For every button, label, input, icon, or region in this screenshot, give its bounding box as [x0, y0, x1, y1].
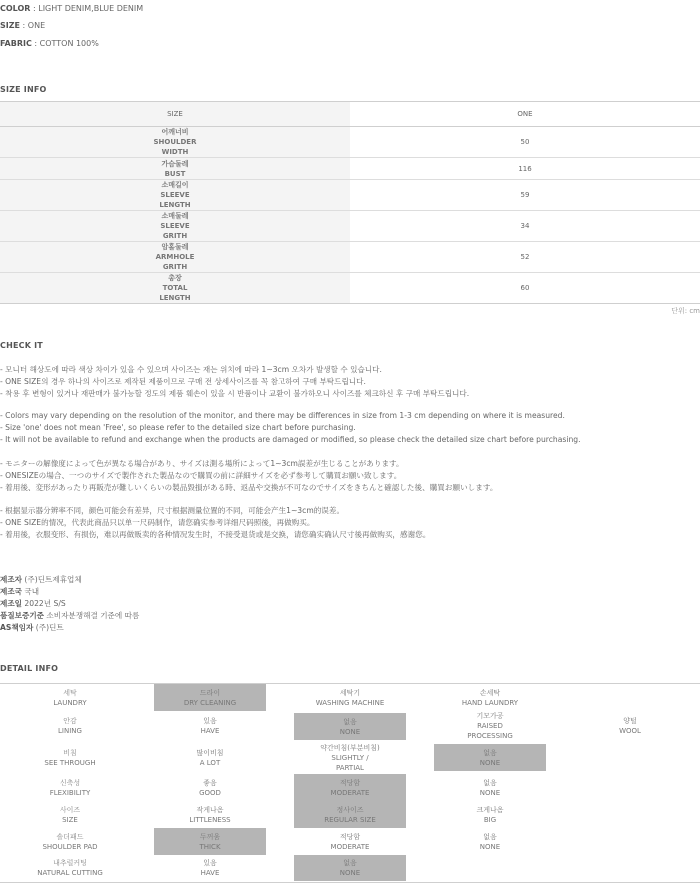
size-row-value: 50 — [350, 127, 700, 158]
size-info-title: SIZE INFO — [0, 85, 47, 94]
size-header-label: SIZE — [0, 102, 350, 127]
detail-row-label — [0, 828, 140, 855]
detail-row-label — [0, 685, 140, 711]
spec-fabric-label: FABRIC — [0, 39, 32, 48]
meta-label: 제조자 — [0, 575, 23, 584]
table-row — [0, 180, 700, 211]
meta-value: (주)딘트 — [33, 623, 64, 632]
detail-label-en: FLEXIBILITY — [49, 788, 91, 797]
note-line: - ONE SIZE의 경우 하나의 사이즈로 제작된 제품이므로 구매 전 상세사이즈를 꼭 참고하여 구매 부탁드립니다. — [0, 377, 366, 386]
detail-row-label — [0, 744, 140, 772]
table-row — [0, 158, 700, 180]
detail-option-line: A LOT — [199, 759, 221, 767]
detail-option-line: 손세탁 — [479, 689, 501, 697]
detail-row-label — [0, 774, 140, 801]
table-row — [0, 242, 700, 273]
detail-option-line: 작게나옴 — [196, 805, 224, 814]
size-row-label-line: BUST — [164, 169, 186, 178]
detail-option-line: 세탁기 — [339, 689, 361, 697]
detail-option-line: NONE — [479, 788, 501, 797]
size-row-label-line: 소매둘레 — [161, 212, 189, 220]
detail-label-en: LINING — [58, 727, 82, 735]
detail-row-label — [0, 712, 140, 740]
spec-size-label: SIZE — [0, 21, 21, 30]
detail-option-line: 없음 — [483, 832, 497, 841]
size-row-value: 59 — [350, 180, 700, 211]
detail-option — [154, 801, 266, 828]
detail-option-line: 정사이즈 — [336, 805, 364, 814]
size-row-label — [0, 158, 350, 180]
detail-label-ko: 안감 — [63, 717, 77, 725]
size-row-label-line: LENGTH — [159, 294, 191, 302]
spec-fabric — [0, 39, 99, 48]
note-line: - 着用後、変形があったり再販売が難しいくらいの製品毀損がある時、返品や交換が不可なのでサイズをきちんと確認した後、購買お願いします。 — [0, 483, 498, 492]
detail-option-line: LITTLENESS — [189, 815, 231, 824]
size-row-label-line: ARMHOLE — [155, 253, 195, 261]
meta-as — [0, 622, 64, 633]
detail-option-line: 없음 — [483, 748, 497, 757]
detail-option-line: 기모가공 — [476, 712, 504, 720]
size-row-label — [0, 127, 350, 158]
size-row-label-line: SLEEVE — [160, 191, 190, 199]
spec-size — [0, 21, 45, 30]
detail-option — [294, 828, 406, 855]
detail-option-line: 드라이 — [199, 688, 221, 697]
detail-option — [154, 855, 266, 881]
size-row-label-line: 소매길이 — [161, 181, 189, 189]
meta-country — [0, 586, 39, 597]
detail-label-en: SIZE — [62, 815, 78, 824]
size-row-label-line: WIDTH — [161, 148, 189, 156]
detail-label-ko: 내추럴커팅 — [53, 859, 87, 867]
meta-label: 품질보증기준 — [0, 611, 45, 620]
detail-label-en: LAUNDRY — [53, 699, 87, 707]
detail-option — [434, 685, 546, 711]
detail-label-en: NATURAL CUTTING — [37, 869, 103, 877]
table-row — [0, 211, 700, 242]
size-row-label-line: GRITH — [162, 232, 188, 240]
table-row — [0, 273, 700, 304]
detail-option-line: NONE — [339, 727, 361, 736]
detail-option-line: HAND LAUNDRY — [461, 699, 519, 707]
detail-option-line: 약간비침(부분비침) — [320, 743, 380, 752]
detail-option-line: PARTIAL — [336, 763, 364, 772]
detail-option-line: 양털 — [623, 717, 637, 725]
meta-manufacturer — [0, 574, 82, 585]
detail-option — [154, 774, 266, 801]
detail-option-line: 크게나옴 — [476, 805, 504, 814]
detail-label-en: SEE THROUGH — [44, 759, 96, 767]
size-row-label — [0, 242, 350, 273]
detail-option — [434, 710, 546, 742]
detail-label-ko: 사이즈 — [59, 805, 81, 814]
detail-option-selected — [294, 855, 406, 881]
spec-size-value: : ONE — [20, 21, 46, 30]
detail-option-line: WASHING MACHINE — [315, 699, 385, 707]
detail-option-selected — [154, 684, 266, 711]
size-row-label-line: SLEEVE — [160, 222, 190, 230]
detail-option-line: 없음 — [483, 778, 497, 787]
detail-option-line: REGULAR SIZE — [324, 815, 376, 824]
detail-option-line: 많이비침 — [196, 749, 224, 757]
size-header-one: ONE — [350, 102, 700, 127]
note-line: - 着用後，衣服变形、有损伤，难以再做贩卖的各种情况发生时，不接受退货或是交换，请您确实确认尺寸後再做购买，感谢您。 — [0, 530, 431, 539]
detail-row-label — [0, 855, 140, 881]
meta-label: AS책임자 — [0, 623, 34, 632]
detail-option-selected — [294, 774, 406, 801]
size-row-label-line: 가슴둘레 — [161, 159, 189, 168]
detail-option-selected — [154, 828, 266, 855]
detail-option-line: 좋음 — [203, 778, 217, 787]
size-row-label-line: SHOULDER — [153, 138, 197, 146]
detail-option-line: MODERATE — [330, 842, 370, 851]
detail-grid — [0, 683, 700, 883]
spec-color-value: : LIGHT DENIM,BLUE DENIM — [30, 4, 144, 13]
size-table-header — [0, 102, 700, 127]
meta-label: 제조일 — [0, 599, 23, 608]
detail-option-line: PROCESSING — [467, 732, 513, 740]
detail-option-line: HAVE — [200, 869, 220, 877]
note-line: - Size 'one' does not mean 'Free', so please refer to the detailed size chart before purchasing. — [0, 423, 356, 432]
detail-option — [294, 685, 406, 711]
meta-date — [0, 598, 66, 609]
spec-fabric-value: : COTTON 100% — [31, 39, 99, 48]
size-row-label-line: LENGTH — [159, 201, 191, 209]
detail-option-line: WOOL — [619, 727, 641, 735]
detail-option — [434, 774, 546, 801]
detail-label-ko: 신축성 — [59, 778, 81, 787]
detail-option-line: 없음 — [343, 859, 357, 867]
detail-option — [434, 801, 546, 828]
spec-color — [0, 4, 143, 13]
note-line: - ONESIZEの場合、一つのサイズで製作された製品なので購買の前に詳細サイズを必ず参考して購買お願い致します。 — [0, 471, 402, 480]
detail-option-line: 두꺼움 — [199, 832, 221, 841]
size-row-label — [0, 273, 350, 304]
detail-option-line: GOOD — [199, 788, 221, 797]
size-row-label-line: TOTAL — [162, 284, 188, 292]
size-row-value: 34 — [350, 211, 700, 242]
detail-label-ko: 비침 — [63, 749, 77, 757]
meta-value: 소비자분쟁해결 기준에 따름 — [44, 611, 140, 620]
size-row-value: 52 — [350, 242, 700, 273]
detail-option-selected — [294, 713, 406, 740]
check-it-title: CHECK IT — [0, 341, 43, 350]
size-row-label-line: 암홀둘레 — [161, 243, 189, 251]
detail-option-line: 적당함 — [339, 778, 361, 787]
detail-option — [154, 712, 266, 740]
note-line: - It will not be available to refund and exchange when the products are damaged or modified, so please check the detailed size chart before purchasing. — [0, 435, 581, 444]
detail-option-line: SLIGHTLY / — [331, 753, 369, 762]
size-table — [0, 101, 700, 304]
spec-color-label: COLOR — [0, 4, 31, 13]
note-line: - モニターの解像度によって色が異なる場合があり、サイズは測る場所によって1~3cm誤差が生じることがあります。 — [0, 459, 404, 468]
meta-value: (주)딘트제휴업체 — [22, 575, 82, 584]
detail-label-ko: 숄더패드 — [56, 832, 84, 841]
detail-option — [154, 744, 266, 772]
detail-label-en: SHOULDER PAD — [42, 842, 98, 851]
detail-option-line: 적당함 — [339, 832, 361, 841]
note-line: - 모니터 해상도에 따라 색상 차이가 있을 수 있으며 사이즈는 재는 위치에 따라 1~3cm 오차가 발생할 수 있습니다. — [0, 365, 382, 374]
detail-option — [294, 741, 406, 774]
size-row-label — [0, 211, 350, 242]
detail-option-line: HAVE — [200, 727, 220, 735]
detail-option-line: BIG — [483, 815, 497, 824]
detail-option-line: NONE — [339, 869, 361, 877]
size-row-value: 60 — [350, 273, 700, 304]
size-row-value: 116 — [350, 158, 700, 180]
detail-info-title: DETAIL INFO — [0, 664, 59, 673]
size-row-label — [0, 180, 350, 211]
detail-option-line: DRY CLEANING — [183, 698, 237, 707]
note-line: - 根据显示器分辨率不同，颜色可能会有差异，尺寸根据测量位置的不同，可能会产生1~3cm的误差。 — [0, 506, 345, 515]
detail-option-selected — [294, 801, 406, 828]
detail-option-line: RAISED — [477, 722, 503, 730]
table-row — [0, 127, 700, 158]
detail-option-line: MODERATE — [330, 788, 370, 797]
meta-quality — [0, 610, 139, 621]
detail-option-line: 있음 — [203, 717, 217, 725]
note-line: - Colors may vary depending on the resolution of the monitor, and there may be differences in size from 1-3 cm depending on where it is measured. — [0, 411, 565, 420]
detail-option — [574, 712, 686, 740]
detail-option-line: 있음 — [203, 859, 217, 867]
meta-label: 제조국 — [0, 587, 23, 596]
detail-option-line: NONE — [479, 842, 501, 851]
note-line: - 착용 후 변형이 있거나 재판매가 불가능할 정도의 제품 훼손이 있을 시 반품이나 교환이 불가하오니 사이즈를 체크하신 후 구매 부탁드립니다. — [0, 389, 470, 398]
detail-label-ko: 세탁 — [63, 689, 77, 697]
note-line: - ONE SIZE的情况，代表此商品只以单一尺码制作，请您确实参考详细尺码照後，再做购买。 — [0, 518, 315, 527]
size-row-label-line: 어깨너비 — [161, 128, 189, 136]
meta-value: 2022년 S/S — [22, 599, 66, 608]
detail-option-line: 없음 — [343, 717, 357, 726]
detail-row-label — [0, 801, 140, 828]
detail-option-selected — [434, 744, 546, 771]
detail-option — [434, 828, 546, 855]
size-row-label-line: GRITH — [162, 263, 188, 271]
meta-value: 국내 — [22, 587, 40, 596]
detail-option-line: THICK — [199, 842, 221, 851]
unit-note: 단위: cm — [671, 307, 700, 315]
detail-option-line: NONE — [479, 758, 501, 767]
size-row-label-line: 총장 — [168, 274, 182, 282]
